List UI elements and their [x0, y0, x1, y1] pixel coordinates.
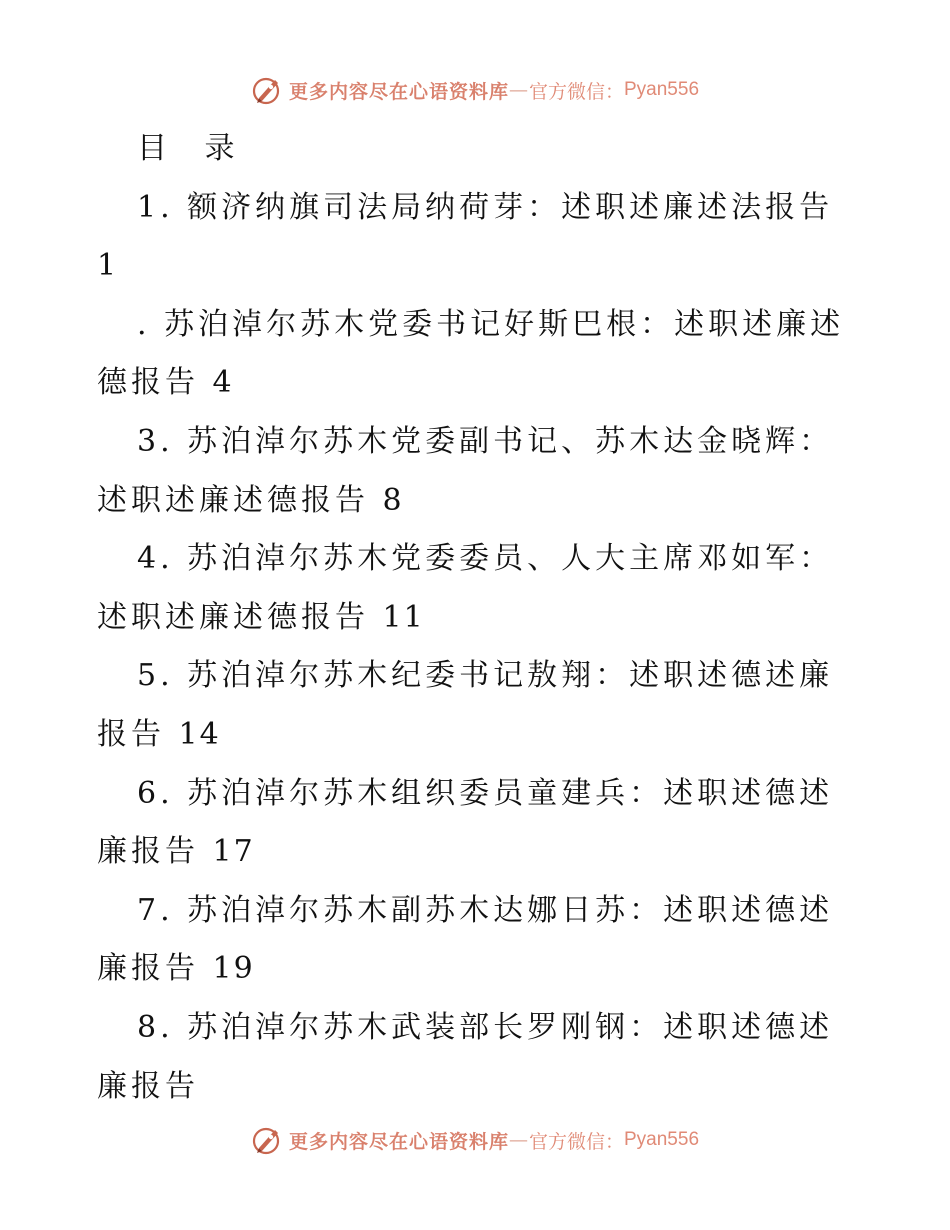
banner-text: 更多内容尽在心语资料库 — [288, 1130, 509, 1153]
banner-separator: — — [508, 79, 529, 101]
toc-entry-number: 7. — [137, 892, 174, 928]
toc-entry[interactable] — [97, 882, 857, 999]
banner-separator: — — [508, 1129, 529, 1151]
toc-entry-page: 17 — [212, 834, 255, 870]
toc-entry[interactable] — [97, 999, 857, 1116]
toc-entry-text: 额济纳旗司法局纳荷芽：述职述廉述法报告 — [187, 189, 834, 225]
toc-entry[interactable] — [97, 647, 857, 764]
table-of-contents — [97, 120, 857, 1116]
banner-wechat-id: Pyan556 — [624, 79, 700, 100]
footer-banner — [0, 1120, 950, 1160]
toc-entry-number: 4. — [137, 541, 174, 577]
toc-entry-number: 5. — [137, 658, 174, 694]
toc-entry-number: 6. — [137, 775, 174, 811]
banner-wechat-label: 官方微信： — [528, 1130, 624, 1153]
pen-logo-icon — [251, 74, 283, 106]
toc-entry-number: 8. — [137, 1009, 174, 1045]
toc-entry-text: 苏泊淖尔苏木副苏木达娜日苏：述职述德述廉报告 — [97, 892, 834, 987]
toc-entry-number: . — [137, 306, 151, 342]
toc-entry-number: 3. — [137, 423, 174, 459]
toc-entry-text: 苏泊淖尔苏木党委副书记、苏木达金晓辉：述职述廉述德报告 — [97, 423, 834, 518]
toc-entry-page: 19 — [212, 951, 255, 987]
toc-entry-text: 苏泊淖尔苏木党委书记好斯巴根：述职述廉述德报告 — [97, 306, 845, 401]
toc-entry-text: 苏泊淖尔苏木纪委书记敖翔：述职述德述廉报告 — [97, 658, 834, 752]
toc-entry-text: 苏泊淖尔苏木党委委员、人大主席邓如军：述职述廉述德报告 — [97, 541, 834, 635]
toc-entry-text: 苏泊淖尔苏木武装部长罗刚钢：述职述德述廉报告 — [97, 1009, 834, 1104]
toc-entry-page: 1 — [97, 248, 119, 284]
banner-text: 更多内容尽在心语资料库 — [288, 80, 509, 103]
pen-logo-icon — [251, 1124, 283, 1156]
toc-entry[interactable] — [97, 413, 857, 530]
toc-entry-page: 11 — [382, 599, 425, 635]
toc-entry-number: 1. — [137, 189, 174, 225]
header-banner — [0, 70, 950, 110]
toc-entry-page: 4 — [212, 365, 234, 401]
toc-entry-text: 苏泊淖尔苏木组织委员童建兵：述职述德述廉报告 — [97, 775, 834, 870]
banner-wechat-id: Pyan556 — [624, 1129, 700, 1150]
toc-title: 目 录 — [137, 131, 249, 166]
toc-entry[interactable] — [97, 179, 857, 296]
toc-entry-page: 14 — [178, 716, 221, 752]
banner-wechat-label: 官方微信： — [528, 80, 624, 103]
toc-entry[interactable] — [97, 530, 857, 647]
toc-entry[interactable] — [97, 296, 857, 413]
toc-entry[interactable] — [97, 765, 857, 882]
toc-entry-page: 8 — [382, 482, 404, 518]
